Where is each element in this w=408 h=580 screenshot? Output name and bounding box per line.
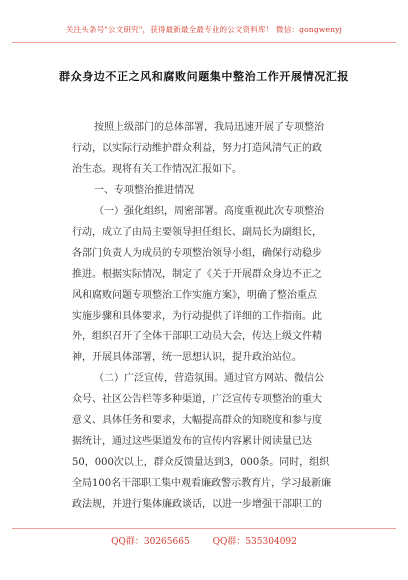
body-line: 行动，以实际行动维护群众利益，努力打造风清气正的政	[72, 142, 322, 154]
body-line: 外，组织召开了全体干部职工动员大会，传达上级文件精	[72, 331, 322, 343]
footer-qq-group-2: QQ群：535304092	[212, 537, 297, 547]
body-line: 实施步骤和具体要求，为行动提供了详细的工作指南。此	[72, 310, 322, 322]
footer-contact	[0, 534, 408, 547]
body-line: 行动，成立了由局主要领导担任组长、副局长为副组长，	[72, 226, 322, 238]
body-line: 神，开展具体部署，统一思想认识，提升政治站位。	[72, 352, 302, 364]
document-title: 群众身边不正之风和腐败问题集中整治工作开展情况汇报	[59, 70, 349, 83]
body-line: 按照上级部门的总体部署，我局迅速开展了专项整治	[94, 122, 324, 133]
body-line: 意义、具体任务和要求，大幅提高群众的知晓度和参与度	[72, 415, 322, 427]
section-heading: 一、专项整治推进情况	[94, 184, 194, 196]
body-line: 50，000次以上，群众反馈量达到3，000条。同时，组织	[72, 457, 330, 469]
header-banner: 关注头条号"公文研究"，获得最新最全最专业的公文资料库！ 微信：gongwenyj	[65, 25, 343, 34]
body-line: 据统计，通过这些渠道发布的宣传内容累计阅读量已达	[72, 436, 312, 448]
body-line: （二）广泛宣传，营造氛围。通过官方网站、微信公	[94, 373, 324, 385]
body-line: 政法规，并进行集体廉政谈话，以进一步增强干部职工的	[72, 499, 322, 511]
body-line: 各部门负责人为成员的专项整治领导小组，确保行动稳步	[72, 247, 322, 259]
header-divider	[12, 42, 396, 43]
footer-divider	[12, 528, 396, 529]
body-line: （一）强化组织，周密部署。高度重视此次专项整治	[94, 205, 324, 217]
footer-qq-group-1: QQ群：30265665	[111, 537, 190, 547]
body-line: 风和腐败问题专项整治工作实施方案》，明确了整治重点	[72, 289, 317, 301]
body-line: 治生态。现将有关工作情况汇报如下。	[72, 163, 242, 175]
body-line: 众号、社区公告栏等多种渠道，广泛宣传专项整治的重大	[72, 394, 322, 406]
body-line: 全局100名干部职工集中观看廉政警示教育片，学习最新廉	[72, 478, 332, 490]
body-line: 推进。根据实际情况，制定了《关于开展群众身边不正之	[72, 268, 322, 280]
